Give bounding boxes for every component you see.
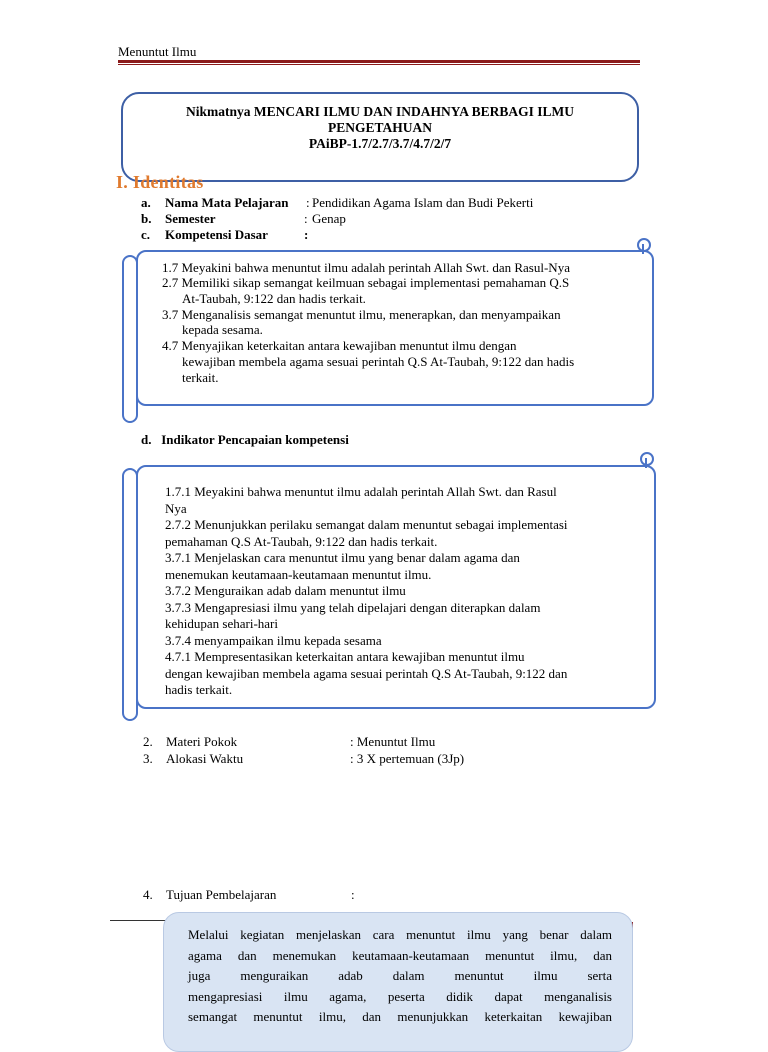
tujuan-box — [163, 912, 633, 1052]
row-label: Nama Mata Pelajaran — [165, 195, 289, 210]
title-box — [121, 92, 639, 182]
indikator-line: 2.7.2 Menunjukkan perilaku semangat dalam menuntut sebagai implementasi — [165, 517, 568, 532]
indikator-line: 3.7.2 Menguraikan adab dalam menuntut ilmu — [165, 583, 406, 598]
row-sep: : — [304, 227, 309, 242]
indikator-line: pemahaman Q.S At-Taubah, 9:122 dan hadis terkait. — [165, 533, 438, 549]
identitas-row-c — [141, 227, 641, 243]
title-line-1: Nikmatnya MENCARI ILMU DAN INDAHNYA BERBAGI ILMU — [185, 104, 575, 119]
header-rule-thin — [118, 64, 640, 65]
tujuan-row: 4. Tujuan Pembelajaran : — [143, 887, 355, 902]
row-label: Kompetensi Dasar — [165, 227, 268, 242]
kd-scroll-curl-stem — [642, 244, 652, 254]
kd-item-3-cont: kepada sesama. — [182, 322, 263, 337]
title-line-2: PENGETAHUAN — [327, 120, 432, 135]
indikator-line: 1.7.1 Meyakini bahwa menuntut ilmu adalah perintah Allah Swt. dan Rasul — [165, 484, 557, 499]
kd-item-3: 3.7 Menganalisis semangat menuntut ilmu, menerapkan, dan menyampaikan — [162, 307, 561, 322]
tujuan-line: agama dan menemukan keutamaan-keutamaan menuntut ilmu, dan — [188, 947, 612, 963]
running-header: Menuntut Ilmu — [118, 44, 197, 59]
row-value: Pendidikan Agama Islam dan Budi Pekerti — [312, 195, 534, 210]
indikator-line: dengan kewajiban membela agama sesuai perintah Q.S At-Taubah, 9:122 dan — [165, 665, 568, 681]
kd-item-4-cont2: terkait. — [182, 370, 219, 385]
row-label: Semester — [165, 211, 216, 226]
indikator-line: hadis terkait. — [165, 682, 233, 697]
indikator-line: menemukan keutamaan-keutamaan menuntut ilmu. — [165, 566, 432, 582]
kd-item-4-cont: kewajiban membela agama sesuai perintah Q.S At-Taubah, 9:122 dan hadis — [182, 354, 575, 369]
tujuan-text — [188, 925, 612, 1028]
footer-rule — [110, 920, 170, 921]
indikator-line: Nya — [165, 500, 187, 516]
title-line-3: PAiBP-1.7/2.7/3.7/4.7/2/7 — [308, 136, 452, 151]
indikator-line: kehidupan sehari-hari — [165, 616, 278, 631]
tujuan-line: juga menguraikan adab dalam menuntut ilmu serta — [188, 968, 612, 983]
kd-scroll-left-roll — [122, 255, 138, 423]
row-sep: : — [304, 211, 308, 226]
identitas-heading: I. Identitas — [116, 172, 204, 192]
tujuan-line: mengapresiasi ilmu agama, peserta didik dapat menganalisis — [188, 988, 612, 1004]
kd-item-4: 4.7 Menyajikan keterkaitan antara kewajiban menuntut ilmu dengan — [162, 338, 517, 353]
identitas-row-a — [141, 195, 641, 211]
indikator-line: 4.7.1 Mempresentasikan keterkaitan antara kewajiban menuntut ilmu — [165, 649, 525, 664]
header-rule — [118, 60, 640, 63]
materi-pokok-row: 2. Materi Pokok : Menuntut Ilmu — [143, 734, 436, 749]
identitas-row-b — [141, 211, 641, 227]
indikator-line: 3.7.3 Mengapresiasi ilmu yang telah dipelajari dengan diterapkan dalam — [165, 599, 541, 615]
row-marker: a. — [141, 195, 151, 210]
indikator-line: 3.7.4 menyampaikan ilmu kepada sesama — [165, 632, 382, 648]
indikator-scroll-left-roll — [122, 468, 138, 721]
kd-item-2-cont: At-Taubah, 9:122 dan hadis terkait. — [182, 291, 366, 306]
kd-item-1: 1.7 Meyakini bahwa menuntut ilmu adalah perintah Allah Swt. dan Rasul-Nya — [162, 260, 570, 275]
row-marker: b. — [141, 211, 152, 226]
alokasi-waktu-row: 3. Alokasi Waktu : 3 X pertemuan (3Jp) — [143, 751, 465, 766]
kd-item-2: 2.7 Memiliki sikap semangat keilmuan sebagai implementasi pemahaman Q.S — [162, 275, 570, 290]
row-marker: c. — [141, 227, 151, 242]
tujuan-line: Melalui kegiatan menjelaskan cara menuntut ilmu yang benar dalam — [188, 927, 612, 942]
indikator-heading: d. Indikator Pencapaian kompetensi — [141, 432, 349, 447]
indikator-list — [165, 484, 645, 699]
row-sep: : — [306, 195, 310, 210]
tujuan-line: semangat menuntut ilmu, dan menunjukkan keterkaitan kewajiban — [188, 1009, 612, 1024]
indikator-line: 3.7.1 Menjelaskan cara menuntut ilmu yang benar dalam agama dan — [165, 550, 520, 565]
row-value: Genap — [312, 211, 346, 226]
indikator-scroll-curl-stem — [645, 458, 655, 468]
